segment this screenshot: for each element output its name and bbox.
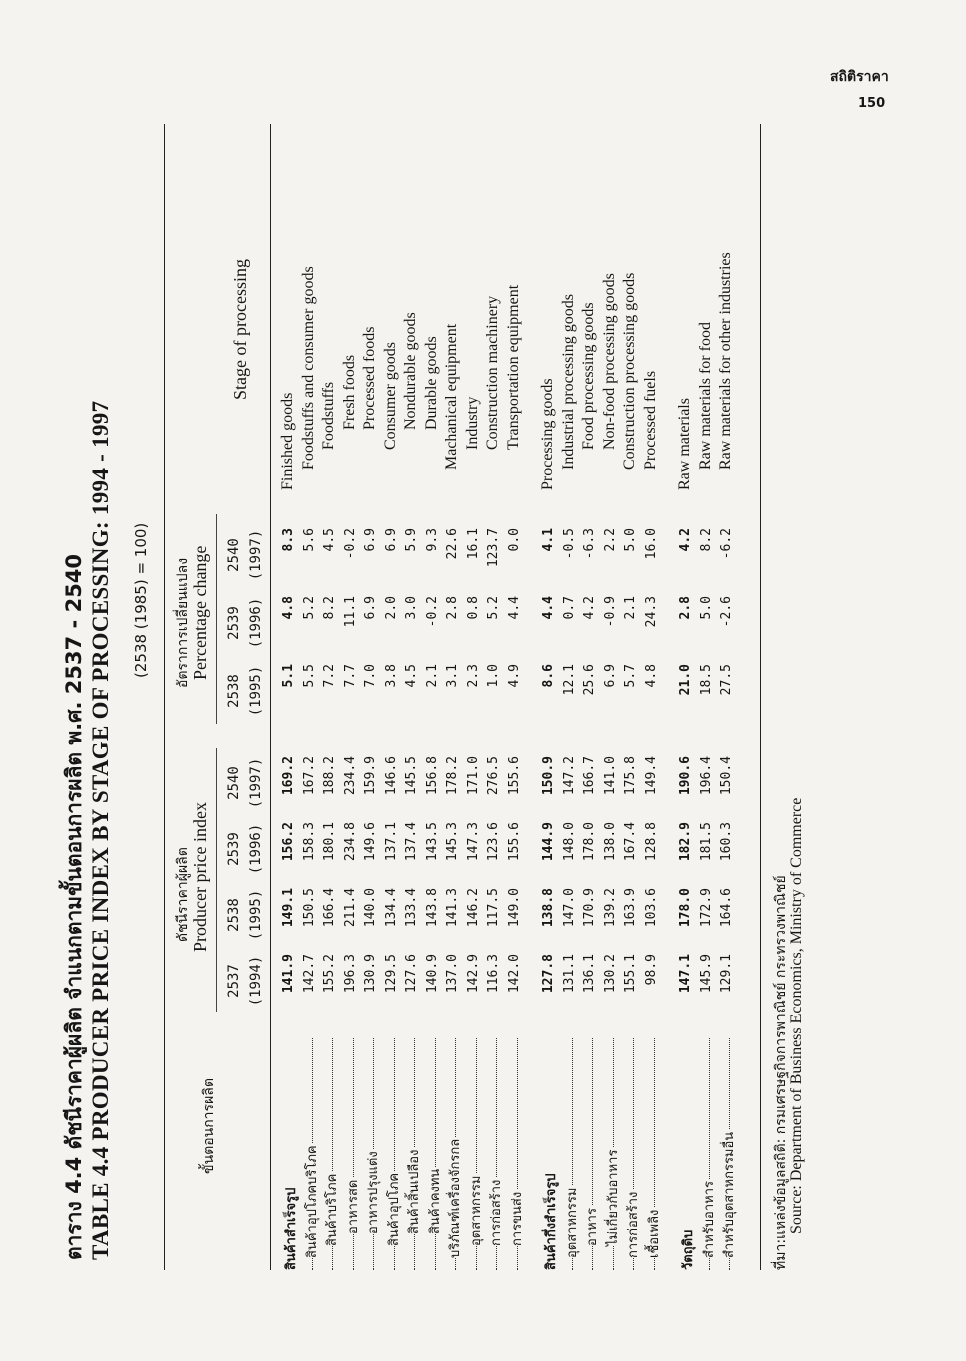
row-value: 155.6 [506,756,522,796]
row-label-english: Machanical equipment [443,323,460,470]
row-value: 4.8 [281,596,296,620]
table-title-thai: ตาราง 4.4 ดัชนีราคาผู้ผลิต จำแนกตามขั้นตอนการผลิต พ.ศ. 2537 - 2540 [62,553,86,1260]
row-value: 129.5 [383,954,399,994]
row-value: 143.5 [424,822,440,862]
row-value: 3.1 [445,664,460,688]
row-value: 2.1 [623,596,638,620]
row-value: 170.9 [582,888,597,928]
row-value: 147.1 [678,954,693,994]
row-value: 18.5 [698,664,714,696]
year-header-be: 2537 [226,964,242,998]
row-value: 123.7 [486,528,501,568]
row-label-thai: อุตสาหกรรม [561,1186,582,1258]
row-value: 3.0 [404,596,419,620]
year-header-ce: (1994) [248,955,264,1007]
year-header-ce: (1997) [248,757,264,809]
row-value: 140.9 [424,954,440,994]
row-value: 98.9 [643,954,659,986]
row-value: 145.9 [698,954,714,994]
table-row [444,124,464,1270]
year-header-be: 2538 [226,674,242,708]
row-label-english: Food processing goods [580,302,597,450]
row-value: 12.1 [561,664,577,696]
table-row [506,124,526,1270]
row-value: 137.1 [383,822,399,862]
row-value: 5.9 [404,528,419,552]
row-value: 178.0 [678,888,693,928]
pct-header-rule [216,514,217,724]
year-header-be: 2538 [226,898,242,932]
row-value: 150.5 [301,888,317,928]
row-value: 141.0 [602,756,618,796]
row-value: -6.3 [582,528,597,560]
row-value: 145.3 [445,822,460,862]
row-value: 144.9 [541,822,556,862]
row-value: 5.2 [486,596,501,620]
row-value: 138.8 [541,888,556,928]
table-row [301,124,321,1270]
row-value: -6.2 [719,528,734,560]
row-value: 141.3 [445,888,460,928]
year-header-ce: (1997) [248,529,264,581]
year-header-ce: (1996) [248,823,264,875]
row-value: 133.4 [404,888,419,928]
row-label-thai: อาหารปรุงแต่ง [362,1149,383,1234]
row-value: 178.2 [445,756,460,796]
row-value: 141.9 [281,954,296,994]
table-row [622,124,642,1270]
row-label-thai: สินค้าสำเร็จรูป [280,1186,301,1270]
row-value: 137.0 [445,954,460,994]
row-value: 24.3 [643,596,659,628]
row-value: 16.0 [643,528,659,560]
row-label-english: Nondurable goods [402,312,419,430]
year-header-ce: (1996) [248,597,264,649]
row-value: 127.8 [541,954,556,994]
row-value: 6.9 [363,596,378,620]
row-value: 156.2 [281,822,296,862]
row-value: -0.9 [602,596,618,628]
row-value: 2.2 [602,528,618,552]
row-value: 1.0 [486,664,501,688]
row-value: 16.1 [465,528,481,560]
row-value: 156.8 [424,756,440,796]
row-value: 4.5 [404,664,419,688]
row-value: 234.8 [342,822,358,862]
row-value: 136.1 [582,954,597,994]
row-value: 147.0 [561,888,577,928]
ppi-english-header: Producer price index [190,802,210,952]
row-value: 196.3 [342,954,358,994]
row-value: 180.1 [322,822,337,862]
row-value: 166.4 [322,888,337,928]
row-value: 4.4 [541,596,556,620]
row-value: 182.9 [678,822,693,862]
row-value: 0.0 [506,528,522,552]
table-row [465,124,485,1270]
year-header-be: 2539 [226,832,242,866]
year-header-be: 2540 [226,538,242,572]
row-value: 27.5 [719,664,734,696]
row-label-english: Non-food processing goods [600,273,618,450]
row-value: 155.2 [322,954,337,994]
source-footer [770,170,820,1270]
table-row [280,124,300,1270]
stage-thai-header: ขั้นตอนการผลิต [201,1078,217,1174]
row-value: 142.0 [506,954,522,994]
row-value: 149.4 [643,756,659,796]
row-label-english: Raw materials for other industries [717,252,734,470]
row-value: 160.3 [719,822,734,862]
row-value: 4.4 [506,596,522,620]
row-value: 4.8 [643,664,659,688]
row-value: -0.5 [561,528,577,560]
row-label-english: Fresh foods [340,354,358,430]
table-row [485,124,505,1270]
row-value: 2.3 [465,664,481,688]
row-value: 143.8 [424,888,440,928]
table-row [403,124,423,1270]
row-label-english: Industrial processing goods [559,294,577,470]
table-row [581,124,601,1270]
row-value: 130.2 [602,954,618,994]
row-value: 171.0 [465,756,481,796]
row-value: 146.2 [465,888,481,928]
table-row [424,124,444,1270]
row-value: 158.3 [301,822,317,862]
row-value: 146.6 [383,756,399,796]
row-value: 167.4 [623,822,638,862]
row-value: 150.4 [719,756,734,796]
table-row [718,124,738,1270]
row-value: 123.6 [486,822,501,862]
row-value: 190.6 [678,756,693,796]
row-value: 21.0 [678,664,693,696]
year-header-ce: (1995) [248,889,264,941]
row-value: 234.4 [342,756,358,796]
row-value: 7.0 [363,664,378,688]
row-label-english: Processed foods [361,326,378,430]
row-value: 164.6 [719,888,734,928]
row-value: 145.5 [404,756,419,796]
row-label-english: Durable goods [422,336,440,430]
table-row [540,124,560,1270]
row-value: 8.3 [281,528,296,552]
row-label-thai: อาหารสด [342,1178,363,1234]
row-value: 138.0 [602,822,618,862]
leader-dots [435,1038,436,1270]
row-value: 188.2 [322,756,337,796]
table-row [383,124,403,1270]
page-header-label: สถิติราคา [830,69,889,85]
table-row [698,124,718,1270]
row-value: 2.1 [424,664,440,688]
row-label-thai: การก่อสร้าง [622,1190,643,1258]
year-header-be: 2539 [226,606,242,640]
ppi-thai-header: ดัชนีราคาผู้ผลิต [175,847,191,942]
row-value: 140.0 [363,888,378,928]
table-row [677,124,697,1270]
row-value: 142.7 [301,954,317,994]
source-thai: ที่มา:แหล่งข้อมูลสถิติ: กรมเศรษฐกิจการพาณิชย์ กระทรวงพาณิชย์ [773,875,789,1270]
row-value: 4.2 [678,528,693,552]
ppi-header-rule [216,748,217,1012]
row-value: -0.2 [424,596,440,628]
stage-english-header: Stage of processing [230,259,250,400]
row-value: 5.2 [301,596,317,620]
rotated-table-page [48,120,848,1270]
row-value: 149.6 [363,822,378,862]
row-label-english: Raw materials [676,398,693,490]
row-value: 155.6 [506,822,522,862]
row-value: 137.4 [404,822,419,862]
table-bottom-rule [760,124,761,1270]
row-value: 2.0 [383,596,399,620]
row-label-english: Finished goods [279,392,296,490]
table-row [561,124,581,1270]
table-row [602,124,622,1270]
table-row [362,124,382,1270]
row-value: 7.7 [342,664,358,688]
row-value: 159.9 [363,756,378,796]
row-value: 166.7 [582,756,597,796]
row-value: 6.9 [363,528,378,552]
row-label-english: Construction processing goods [621,272,638,470]
row-value: 128.8 [643,822,659,862]
row-label-thai: วัตถุดิบ [677,1228,698,1270]
row-value: 25.6 [582,664,597,696]
row-value: 4.9 [506,664,522,688]
row-label-english: Industry [463,396,481,450]
row-value: 139.2 [602,888,618,928]
row-label-english: Consumer goods [381,342,399,450]
table-row [643,124,663,1270]
year-header-be: 2540 [226,766,242,800]
row-label-thai: สำหรับอุตสาหกรรมอื่น [718,1130,739,1258]
row-value: -2.6 [719,596,734,628]
pct-thai-header: อัตราการเปลี่ยนแปลง [175,557,191,688]
row-label-thai: สำหรับอาหาร [698,1179,719,1258]
row-value: 175.8 [623,756,638,796]
row-value: 129.1 [719,954,734,994]
row-label-english: Processed fuels [641,370,659,470]
row-value: 7.2 [322,664,337,688]
row-value: 149.0 [506,888,522,928]
row-value: 3.8 [383,664,399,688]
row-value: 147.3 [465,822,481,862]
row-value: 0.7 [561,596,577,620]
row-value: 178.0 [582,822,597,862]
row-label-english: Transportation equipment [504,284,522,450]
row-label-thai: อุตสาหกรรม [465,1174,486,1246]
row-value: 4.5 [322,528,337,552]
row-value: 11.1 [342,596,358,628]
row-value: 148.0 [561,822,577,862]
row-value: 134.4 [383,888,399,928]
row-value: 169.2 [281,756,296,796]
row-label-thai: สินค้าอุปโภคบริโภค [301,1143,322,1258]
row-value: 22.6 [445,528,460,560]
row-label-english: Processing goods [539,378,556,490]
row-value: 5.0 [698,596,714,620]
base-year-note: (2538 (1985) = 100) [132,522,150,678]
row-value: 6.9 [602,664,618,688]
year-header-ce: (1995) [248,665,264,717]
row-label-english: Construction machinery [484,295,501,450]
row-label-thai: การขนส่ง [506,1190,527,1246]
row-label-thai: บริภัณฑ์เครื่องจักรกล [444,1137,465,1258]
row-value: 167.2 [301,756,317,796]
source-english: Source: Department of Business Economics, Ministry of Commerce [788,797,805,1234]
row-value: 142.9 [465,954,481,994]
row-value: 196.4 [698,756,714,796]
row-value: 8.2 [322,596,337,620]
row-value: 155.1 [623,954,638,994]
table-top-rule [164,124,165,1270]
table-row [321,124,341,1270]
row-value: 211.4 [342,888,358,928]
row-label-thai: เชื้อเพลิง [643,1208,664,1258]
row-value: 6.9 [383,528,399,552]
pct-english-header: Percentage change [190,545,210,680]
table-row [342,124,362,1270]
row-value: 147.2 [561,756,577,796]
row-label-english: Foodstuffs and consumer goods [299,266,317,470]
leader-dots [353,1038,354,1270]
row-value: 0.8 [465,596,481,620]
row-value: 130.9 [363,954,378,994]
table-title-english: TABLE 4.4 PRODUCER PRICE INDEX BY STAGE OF PROCESSING: 1994 - 1997 [88,400,113,1260]
row-label-thai: การก่อสร้าง [485,1178,506,1246]
row-label-thai: สินค้าสิ้นเปลือง [403,1148,424,1234]
row-value: 4.1 [541,528,556,552]
row-value: 5.0 [623,528,638,552]
row-value: 117.5 [486,888,501,928]
row-value: 5.6 [301,528,317,552]
row-value: 127.6 [404,954,419,994]
row-value: 5.7 [623,664,638,688]
header-bottom-rule [270,124,271,1270]
row-value: 8.2 [698,528,714,552]
row-value: 8.6 [541,664,556,688]
row-value: 2.8 [678,596,693,620]
row-label-thai: สินค้าอุปโภค [383,1171,404,1246]
row-label-thai: อาหาร [581,1206,602,1246]
row-value: 163.9 [623,888,638,928]
row-label-english: Foodstuffs [320,381,337,450]
page-number: 150 [858,96,886,111]
row-value: 149.1 [281,888,296,928]
row-value: -0.2 [342,528,358,560]
row-label-english: Raw materials for food [696,322,714,470]
row-value: 150.9 [541,756,556,796]
row-value: 181.5 [698,822,714,862]
row-value: 2.8 [445,596,460,620]
row-label-thai: สินค้าบริโภค [321,1172,342,1246]
row-value: 4.2 [582,596,597,620]
row-value: 116.3 [486,954,501,994]
row-value: 5.5 [301,664,317,688]
row-label-thai: สินค้าคงทน [424,1167,445,1234]
row-value: 172.9 [698,888,714,928]
row-value: 103.6 [643,888,659,928]
row-value: 5.1 [281,664,296,688]
row-value: 131.1 [561,954,577,994]
row-value: 9.3 [424,528,440,552]
row-label-thai: สินค้ากึ่งสำเร็จรูป [540,1171,561,1270]
row-label-thai: ไม่เกี่ยวกับอาหาร [602,1148,623,1246]
row-value: 276.5 [486,756,501,796]
